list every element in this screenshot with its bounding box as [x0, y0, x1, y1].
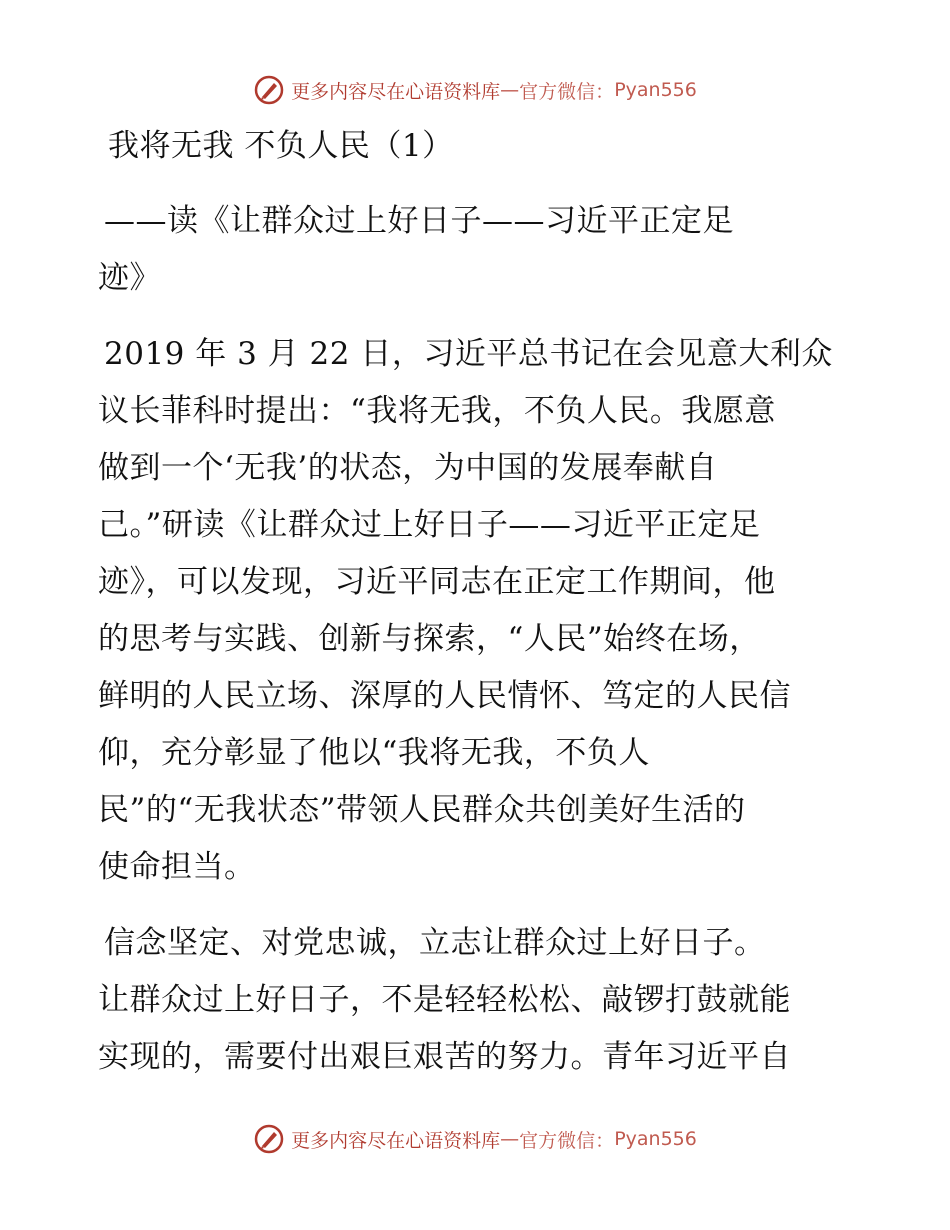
- watermark-slogan: 更多内容尽在心语资料库: [291, 80, 501, 103]
- paragraph-line: 做到一个‘无我’的状态，为中国的发展奉献自: [98, 450, 718, 486]
- subtitle-line: 迹》: [98, 260, 161, 296]
- pen-seal-icon: [253, 74, 285, 106]
- watermark-wechat-label: 官方微信：: [519, 80, 615, 103]
- paragraph-line: 迹》，可以发现，习近平同志在正定工作期间，他: [98, 564, 776, 600]
- paragraph-line: 鲜明的人民立场、深厚的人民情怀、笃定的人民信: [98, 678, 791, 714]
- paragraph-line: 己。”研读《让群众过上好日子——习近平正定足: [98, 507, 761, 543]
- document-title: 我将无我 不负人民（1）: [108, 128, 454, 164]
- pen-seal-icon: [253, 1123, 285, 1155]
- watermark-banner-top: [0, 70, 950, 110]
- watermark-dash: —: [500, 79, 520, 101]
- paragraph-line: 2019 年 3 月 22 日，习近平总书记在会见意大利众: [104, 336, 833, 372]
- paragraph-line: 信念坚定、对党忠诚，立志让群众过上好日子。: [104, 925, 766, 961]
- paragraph-line: 民”的“无我状态”带领人民群众共创美好生活的: [98, 792, 746, 828]
- paragraph-line: 让群众过上好日子，不是轻轻松松、敲锣打鼓就能: [98, 982, 791, 1018]
- paragraph-line: 仰，充分彰显了他以“我将无我，不负人: [98, 735, 650, 771]
- watermark-slogan: 更多内容尽在心语资料库: [291, 1129, 501, 1152]
- paragraph-line: 实现的，需要付出艰巨艰苦的努力。青年习近平自: [98, 1039, 791, 1075]
- watermark-wechat-id: Pyan556: [614, 1128, 697, 1150]
- paragraph-line: 议长菲科时提出：“我将无我，不负人民。我愿意: [98, 393, 776, 429]
- watermark-dash: —: [500, 1128, 520, 1150]
- watermark-banner-bottom: [0, 1119, 950, 1159]
- subtitle-line: ——读《让群众过上好日子——习近平正定足: [104, 203, 734, 239]
- watermark-wechat-id: Pyan556: [614, 79, 697, 101]
- paragraph-line: 使命担当。: [98, 849, 256, 885]
- paragraph-line: 的思考与实践、创新与探索，“人民”始终在场，: [98, 621, 761, 657]
- watermark-wechat-label: 官方微信：: [519, 1129, 615, 1152]
